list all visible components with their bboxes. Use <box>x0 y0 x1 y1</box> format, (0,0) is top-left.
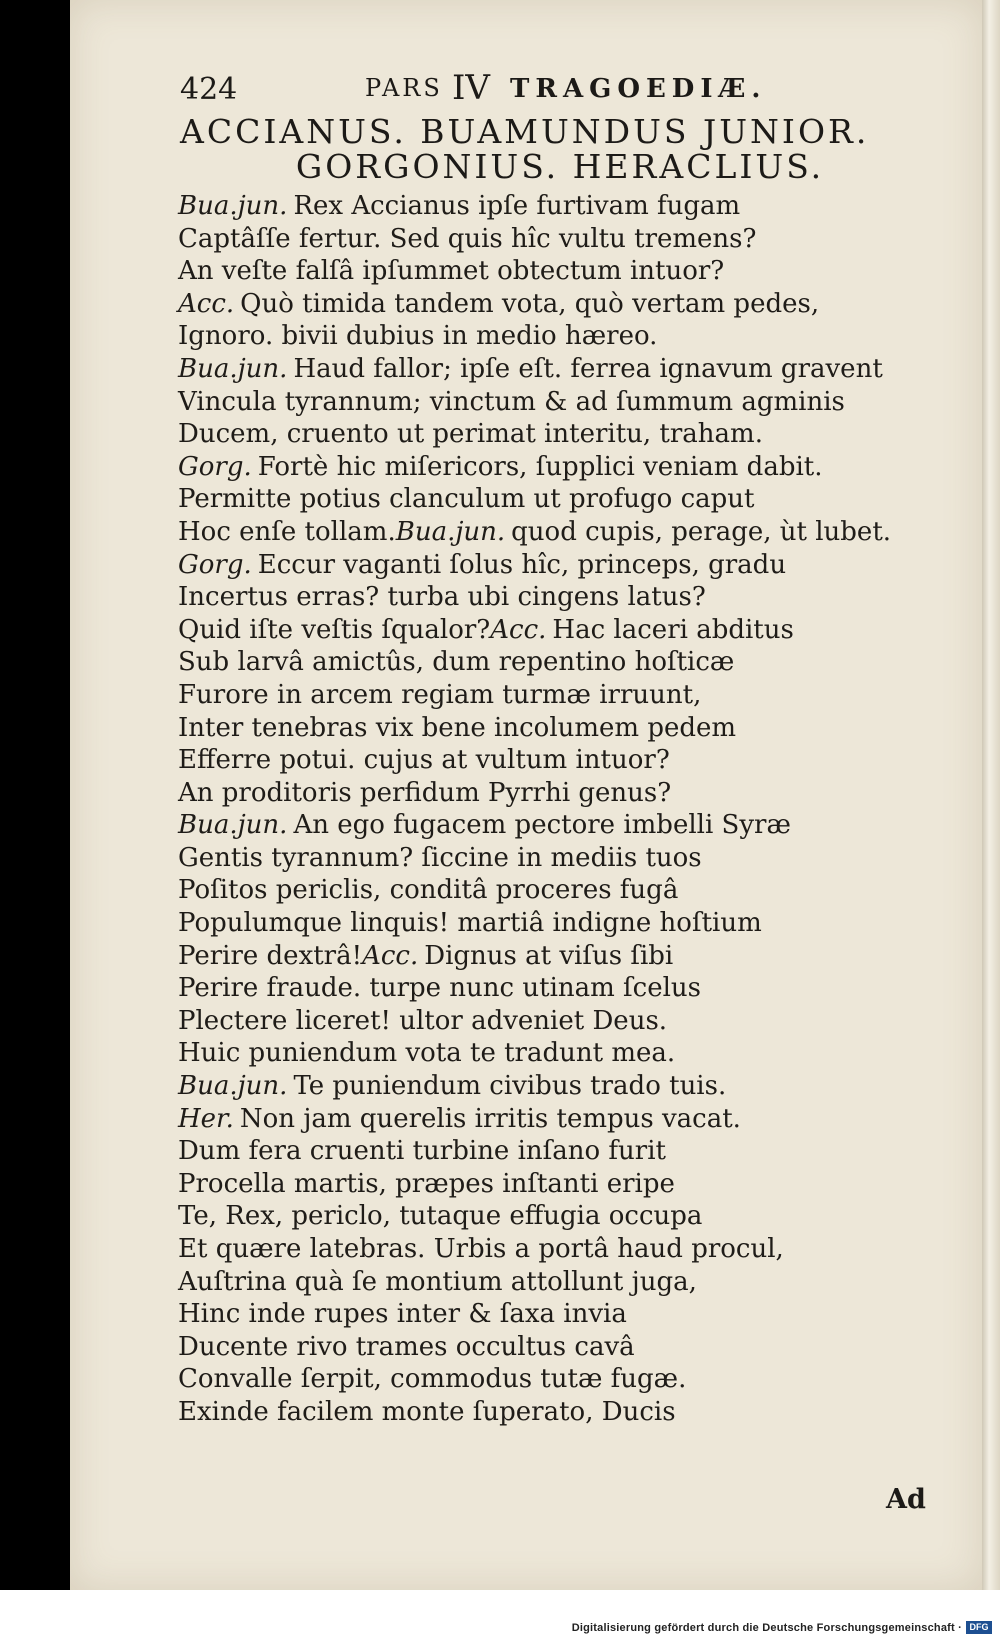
verse-line <box>178 549 938 582</box>
speaker-label: Bua.jun. <box>395 516 506 547</box>
verse-line <box>178 842 938 875</box>
verse-line <box>178 581 938 614</box>
verse-line <box>178 1037 938 1070</box>
verse-line <box>178 353 938 386</box>
dramatis-personae-line-2: GORGONIUS. HERACLIUS. <box>295 147 825 186</box>
verse-text-segment: Rex Accianus ipſe furtivam fugam <box>293 191 741 221</box>
page-edge <box>982 0 1000 1590</box>
verse-text-segment: Convalle ſerpit, commodus tutæ fugæ. <box>178 1364 687 1395</box>
verse-line <box>178 1103 938 1136</box>
verse-line <box>178 255 938 288</box>
verse-text-segment: Permitte potius clanculum ut profugo caput <box>178 484 755 515</box>
verse-text-segment: Fortè hic miſericors, ſupplici veniam dabit. <box>257 451 823 482</box>
speaker-label: Bua.jun. <box>178 353 288 384</box>
verse-line <box>178 1363 938 1396</box>
verse-text-segment: Furore in arcem regiam turmæ irruunt, <box>178 679 702 710</box>
verse-text-segment: Ignoro. bivii dubius in medio hæreo. <box>178 321 658 352</box>
verse-text-segment: Plectere liceret! ultor adveniet Deus. <box>178 1005 668 1036</box>
verse-text-segment: quod cupis, perage, ùt lubet. <box>511 516 892 547</box>
verse-line <box>178 1200 938 1233</box>
verse-text-segment: Efferre potui. cujus at vultum intuor? <box>178 745 670 776</box>
speaker-label: Bua.jun. <box>178 191 288 221</box>
verse-text-segment: An ego fugacem pectore imbelli Syræ <box>293 810 791 841</box>
header-pars: PARS <box>365 74 443 102</box>
verse-text-segment: Ducem, cruento ut perimat interitu, traham. <box>178 419 763 450</box>
verse-text-segment: An veſte falſâ ipſummet obtectum intuor? <box>178 256 725 287</box>
speaker-label: Gorg. <box>178 549 252 580</box>
verse-line <box>178 1233 938 1266</box>
verse-text-segment: Ducente rivo trames occultus cavâ <box>178 1331 635 1362</box>
running-header <box>180 68 940 112</box>
verse-text-segment: Poſitos periclis, conditâ proceres fugâ <box>178 875 679 906</box>
verse-text-segment: Populumque linquis! martiâ indigne hoſtium <box>178 908 762 939</box>
verse-line <box>178 516 938 549</box>
verse-line <box>178 940 938 973</box>
speaker-label: Acc. <box>362 940 419 971</box>
speaker-label: Her. <box>178 1103 234 1134</box>
header-title: TRAGOEDIÆ. <box>510 74 767 104</box>
verse-line <box>178 1168 938 1201</box>
verse-line <box>178 1331 938 1364</box>
verse-line <box>178 386 938 419</box>
verse-line <box>178 874 938 907</box>
verse-line <box>178 809 938 842</box>
verse-line <box>178 190 938 223</box>
verse-text-segment: Et quære latebras. Urbis a portâ haud procul, <box>178 1234 784 1264</box>
verse-text-segment: Inter tenebras vix bene incolumem pedem <box>178 712 737 743</box>
verse-line <box>178 483 938 516</box>
verse-line <box>178 972 938 1005</box>
verse-text-segment: Captâſſe fertur. Sed quis hîc vultu tremens? <box>178 223 757 254</box>
verse-text-segment: Perire fraude. turpe nunc utinam ſcelus <box>178 973 702 1004</box>
verse-text-segment: Haud fallor; ipſe eſt. ferrea ignavum gravent <box>293 353 883 384</box>
verse-text-segment: Quò timida tandem vota, quò vertam pedes, <box>240 288 820 319</box>
verse-text-segment: Perire dextrâ! <box>178 940 363 971</box>
verse-text-segment: Dum fera cruenti turbine inſano furit <box>178 1136 666 1167</box>
verse-text-segment: Te puniendum civibus trado tuis. <box>293 1071 727 1102</box>
verse-text-segment: Non jam querelis irritis tempus vacat. <box>239 1103 741 1134</box>
speaker-label: Acc. <box>490 614 547 645</box>
verse-line <box>178 223 938 256</box>
verse-text-segment: Vincula tyrannum; vinctum & ad ſummum agminis <box>178 386 845 417</box>
speaker-label: Bua.jun. <box>178 1071 288 1102</box>
speaker-label: Bua.jun. <box>178 810 288 841</box>
verse-line <box>178 1135 938 1168</box>
speaker-label: Gorg. <box>178 451 252 482</box>
verse-line <box>178 744 938 777</box>
dfg-logo: DFG <box>966 1621 992 1634</box>
verse-line <box>178 418 938 451</box>
verse-text-segment: Incertus erras? turba ubi cingens latus? <box>178 582 706 613</box>
verse-line <box>178 679 938 712</box>
verse-text-segment: Hoc enſe tollam. <box>178 516 396 547</box>
verse-text-segment: Huic puniendum vota te tradunt mea. <box>178 1038 676 1069</box>
verse-text <box>178 190 938 1429</box>
speaker-label: Acc. <box>178 288 235 319</box>
verse-text-segment: An proditoris perfidum Pyrrhi genus? <box>178 777 672 808</box>
catchword: Ad <box>886 1484 926 1515</box>
header-part-number: IV <box>452 68 490 108</box>
verse-text-segment: Hac laceri abditus <box>552 614 794 645</box>
verse-line <box>178 1396 938 1429</box>
verse-text-segment: Te, Rex, periclo, tutaque effugia occupa <box>178 1201 703 1232</box>
verse-text-segment: Auſtrina quà ſe montium attollunt juga, <box>178 1266 697 1297</box>
verse-line <box>178 320 938 353</box>
funding-notice: Digitalisierung gefördert durch die Deutsche Forschungsgemeinschaft · <box>571 1622 962 1634</box>
verse-text-segment: Hinc inde rupes inter & ſaxa invia <box>178 1299 627 1330</box>
dramatis-personae-line-1: ACCIANUS. BUAMUNDUS JUNIOR. <box>180 112 870 151</box>
verse-line <box>178 777 938 810</box>
verse-line <box>178 451 938 484</box>
verse-line <box>178 614 938 647</box>
verse-text-segment: Dignus at viſus ſibi <box>424 940 674 971</box>
verse-line <box>178 712 938 745</box>
verse-text-segment: Gentis tyrannum? ſiccine in mediis tuos <box>178 842 702 873</box>
verse-text-segment: Procella martis, præpes inſtanti eripe <box>178 1168 675 1199</box>
verse-line <box>178 1298 938 1331</box>
verse-line <box>178 646 938 679</box>
verse-line <box>178 907 938 940</box>
verse-text-segment: Exinde facilem monte ſuperato, Ducis <box>178 1396 676 1427</box>
verse-line <box>178 1266 938 1299</box>
footer-bar <box>0 1590 1000 1640</box>
verse-line <box>178 288 938 321</box>
verse-text-segment: Eccur vaganti ſolus hîc, princeps, gradu <box>257 549 787 580</box>
verse-line <box>178 1070 938 1103</box>
verse-text-segment: Quid iſte veſtis ſqualor? <box>178 614 491 645</box>
verse-line <box>178 1005 938 1038</box>
page-number: 424 <box>180 72 238 107</box>
verse-text-segment: Sub larvâ amictûs, dum repentino hoſticæ <box>178 647 735 678</box>
